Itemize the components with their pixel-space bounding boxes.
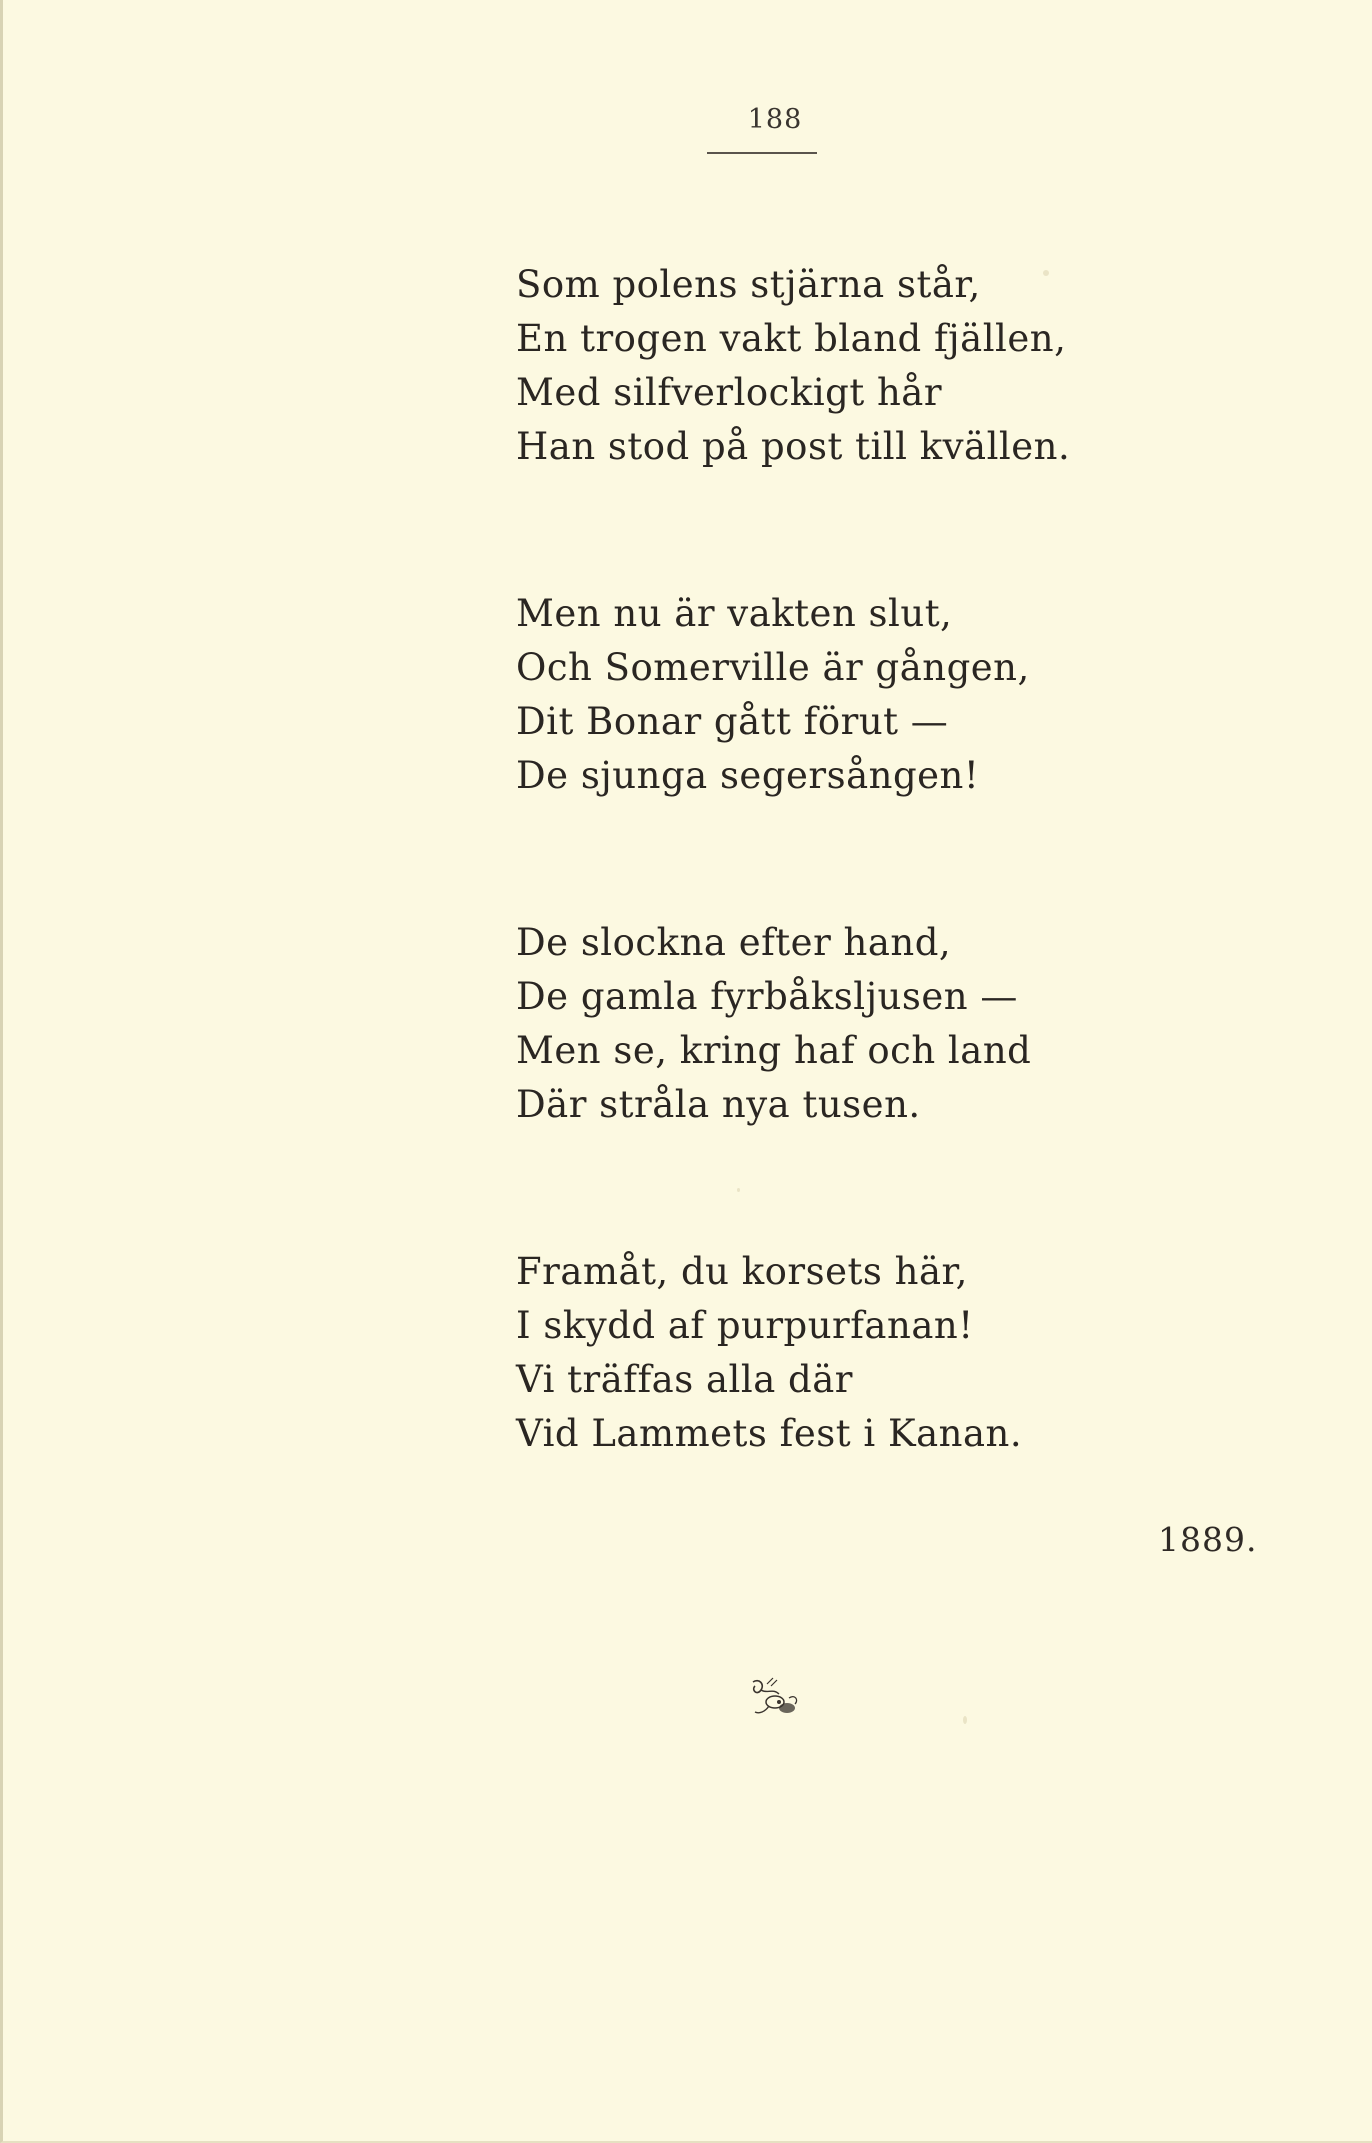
poem-line: Men se, kring haf och land — [516, 1029, 1032, 1072]
poem-date: 1889. — [1158, 1520, 1258, 1559]
poem-line: De gamla fyrbåksljusen — — [516, 975, 1018, 1018]
poem-line: De sjunga segersången! — [516, 754, 980, 797]
poem — [516, 258, 1116, 1461]
poem-line: I skydd af purpurfanan! — [516, 1304, 974, 1347]
stanza-4 — [516, 1245, 1116, 1461]
stanza-2 — [516, 587, 1116, 803]
stanza-3 — [516, 916, 1116, 1132]
paper-stain — [963, 1716, 967, 1724]
poem-line: En trogen vakt bland fjällen, — [516, 317, 1067, 360]
poem-line: Men nu är vakten slut, — [516, 592, 953, 635]
poem-line: Framåt, du korsets här, — [516, 1250, 968, 1293]
poem-line: Med silfverlockigt hår — [516, 371, 943, 414]
poem-line: Där stråla nya tusen. — [516, 1083, 921, 1126]
poem-line: Han stod på post till kvällen. — [516, 425, 1071, 468]
poem-line: Vid Lammets fest i Kanan. — [516, 1412, 1023, 1455]
poem-line: De slockna efter hand, — [516, 921, 952, 964]
paper-stain — [737, 1188, 740, 1192]
poem-line: Vi träffas alla där — [516, 1358, 853, 1401]
page-number-rule — [707, 152, 817, 154]
page-number: 188 — [747, 104, 803, 135]
poem-line: Dit Bonar gått förut — — [516, 700, 949, 743]
poem-line: Och Somerville är gången, — [516, 646, 1030, 689]
stanza-1 — [516, 258, 1116, 474]
poem-line: Som polens stjärna står, — [516, 263, 981, 306]
paper-stain — [1043, 270, 1049, 276]
floral-ornament-icon — [745, 1676, 805, 1720]
